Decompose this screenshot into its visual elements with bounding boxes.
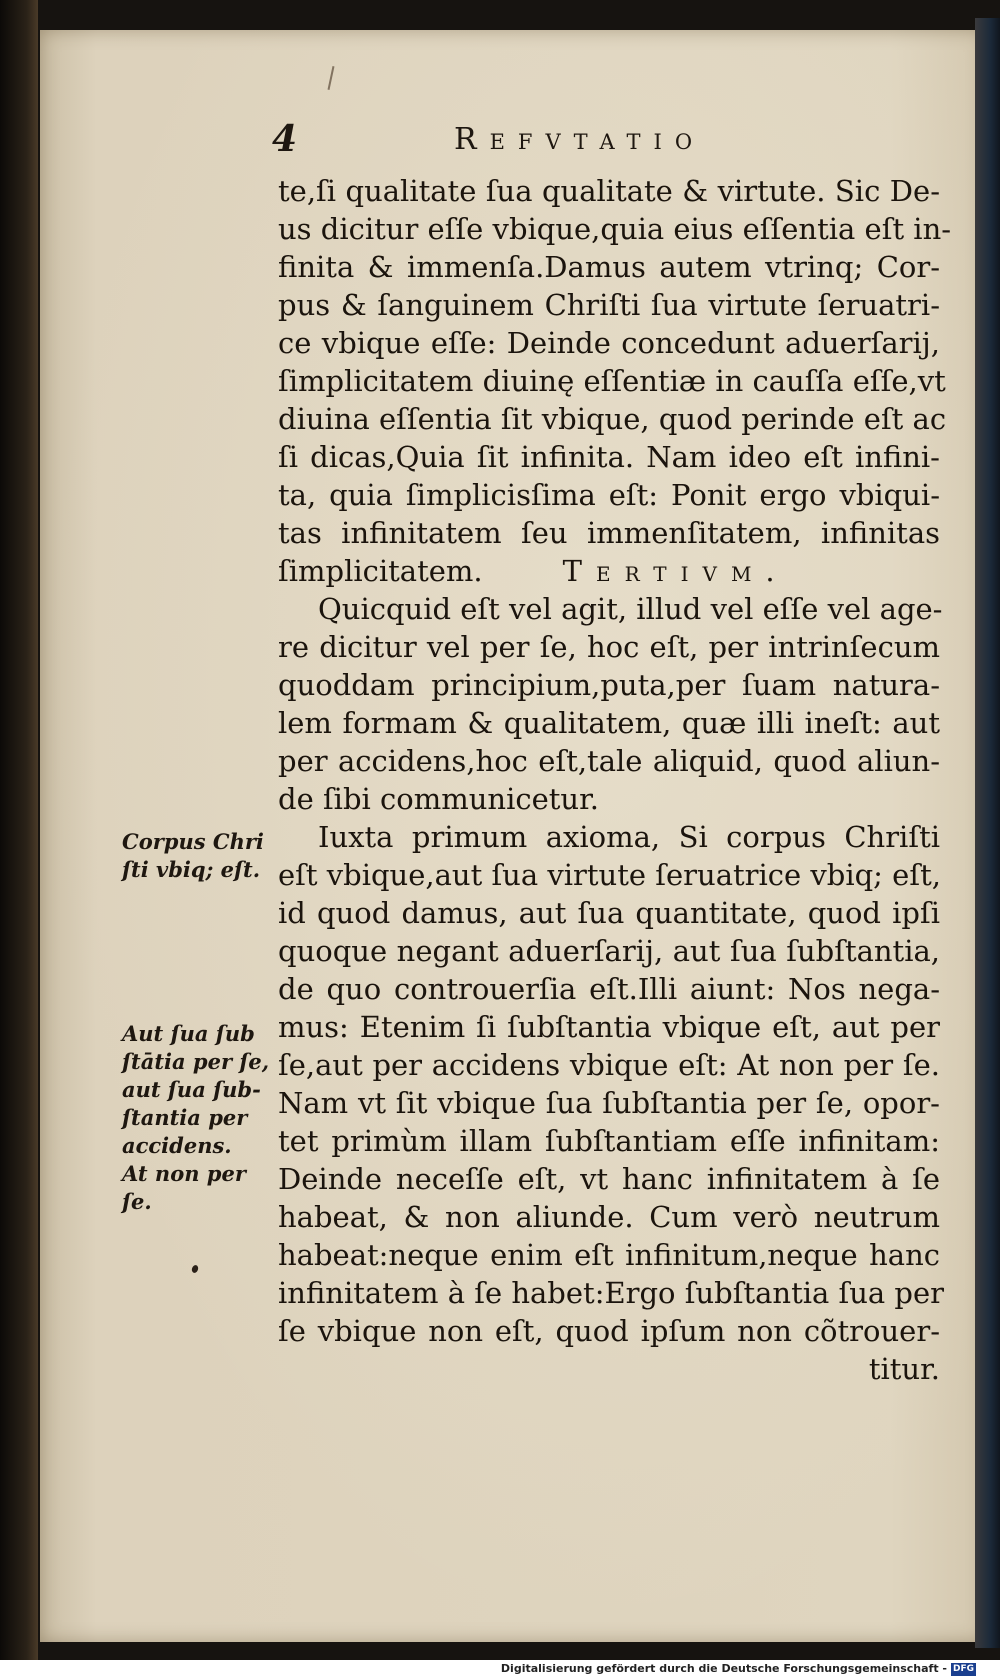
margin-note-substantia xyxy=(122,1020,282,1216)
text-line: Nam vt ſit vbique ſua ſubſtantia per ſe, opor- xyxy=(278,1086,940,1120)
page-number: 4 xyxy=(272,118,298,160)
text-line: re dicitur vel per ſe, hoc eſt, per intrinſecum xyxy=(278,630,940,664)
page-header xyxy=(272,118,952,168)
text-line: finita & immenſa.Damus autem vtrinq; Cor- xyxy=(278,250,940,284)
text-line: Iuxta primum axioma, Si corpus Chriſti xyxy=(318,820,940,854)
text-line: per accidens,hoc eſt,tale aliquid, quod aliun- xyxy=(278,744,940,778)
text-line: eſt vbique,aut ſua virtute ſeruatrice vbiq; eſt, xyxy=(278,858,941,892)
section-heading-line xyxy=(278,552,940,590)
text-line: ſimplicitatem. xyxy=(278,554,483,588)
text-line: pus & ſanguinem Chriſti ſua virtute ſeruatri- xyxy=(278,288,940,322)
dfg-logo: DFG xyxy=(952,1663,974,1674)
text-line: quoddam principium,puta,per ſuam natura- xyxy=(278,668,940,702)
text-line: tas infinitatem ſeu immenſitatem, infinitas xyxy=(278,516,940,550)
margin-note-line: ſe. xyxy=(122,1189,152,1214)
text-line: habeat, & non aliunde. Cum verò neutrum xyxy=(278,1200,940,1234)
text-line: te,ſi qualitate ſua qualitate & virtute. Sic De- xyxy=(278,174,940,208)
section-title: Tertivm. xyxy=(562,554,789,588)
main-text-block xyxy=(278,172,952,1388)
text-line: quoque negant aduerſarij, aut ſua ſubſtantia, xyxy=(278,934,940,968)
margin-note-line: At non per xyxy=(122,1161,246,1186)
funding-credit xyxy=(501,1660,976,1677)
text-line: ſimplicitatem diuinę eſſentiæ in cauſſa eſſe,vt xyxy=(278,364,946,398)
funding-credit-text: Digitalisierung gefördert durch die Deutsche Forschungsgemeinschaft - xyxy=(500,1662,947,1675)
margin-note-line: ſti vbiq; eſt. xyxy=(122,857,261,882)
text-line: habeat:neque enim eſt infinitum,neque hanc xyxy=(278,1238,940,1272)
text-line: de quo controuerſia eſt.Illi aiunt: Nos nega- xyxy=(278,972,940,1006)
margin-note-line: accidens. xyxy=(122,1133,232,1158)
margin-note-line: Corpus Chri xyxy=(122,829,264,854)
margin-note-line: ſtātia per ſe, xyxy=(122,1049,270,1074)
margin-note-line: Aut ſua ſub xyxy=(122,1021,255,1046)
text-line: infinitatem à ſe habet:Ergo ſubſtantia ſua per xyxy=(278,1276,945,1310)
text-line: diuina eſſentia ſit vbique, quod perinde eſt ac xyxy=(278,402,947,436)
text-line: us dicitur eſſe vbique,quia eius eſſentia eſt in- xyxy=(278,212,952,246)
text-line: Deinde neceſſe eſt, vt hanc infinitatem à ſe xyxy=(278,1162,940,1196)
margin-note-line: ſtantia per xyxy=(122,1105,248,1130)
text-line: ce vbique eſſe: Deinde concedunt aduerſarij, xyxy=(278,326,940,360)
catchword: titur. xyxy=(868,1352,940,1386)
text-line: mus: Etenim ſi ſubſtantia vbique eſt, aut per xyxy=(278,1010,940,1044)
text-line: ſe vbique non eſt, quod ipſum non cõtrouer- xyxy=(278,1314,940,1348)
text-line: id quod damus, aut ſua quantitate, quod ipſi xyxy=(278,896,940,930)
text-line: ta, quia ſimplicisſima eſt: Ponit ergo vbiqui- xyxy=(278,478,940,512)
text-line: lem formam & qualitatem, quæ illi ineſt: aut xyxy=(278,706,940,740)
text-line: de ſibi communicetur. xyxy=(278,782,599,816)
text-line: tet primùm illam ſubſtantiam eſſe infinitam: xyxy=(278,1124,940,1158)
text-line: Quicquid eſt vel agit, illud vel eſſe vel age- xyxy=(318,592,943,626)
running-head: Refvtatio xyxy=(454,122,706,157)
book-cover-edge xyxy=(975,18,1000,1648)
text-line: ſe,aut per accidens vbique eſt: At non per ſe. xyxy=(278,1048,940,1082)
margin-note-line: aut ſua ſub- xyxy=(122,1077,261,1102)
text-line: ſi dicas,Quia ſit infinita. Nam ideo eſt infini- xyxy=(278,440,940,474)
margin-note-corpus-christi xyxy=(122,828,282,884)
book-spine-shadow xyxy=(0,0,38,1660)
